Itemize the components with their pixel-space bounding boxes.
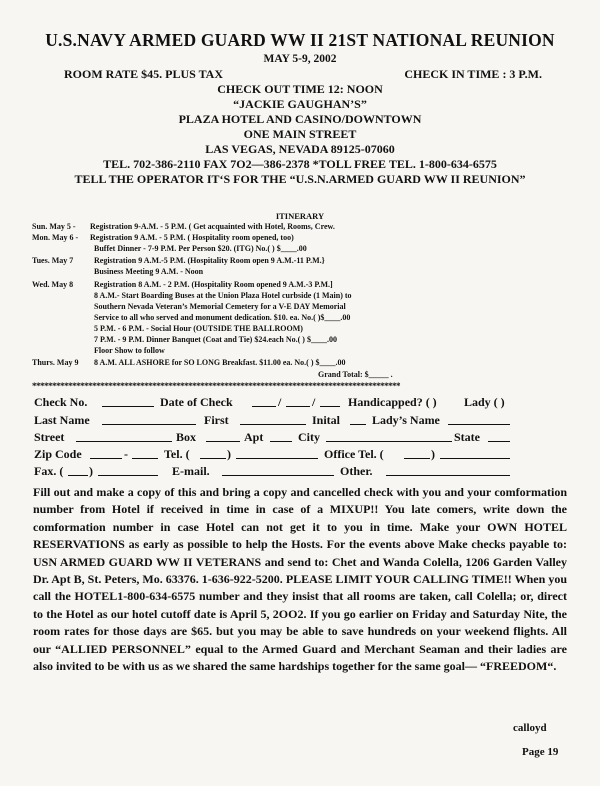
tel-number-field[interactable] [236, 447, 318, 459]
lady-checkbox[interactable]: Lady ( ) [464, 395, 505, 409]
signature: calloyd [513, 722, 547, 734]
email-field[interactable] [222, 464, 334, 476]
itinerary-day-thu: Thurs. May 9 [32, 358, 79, 367]
handicapped-checkbox[interactable]: Handicapped? ( ) [348, 395, 437, 409]
document-page: U.S.NAVY ARMED GUARD WW II 21ST NATIONAL REUNION MAY 5-9, 2002 ROOM RATE $45. PLUS TAX CHECK IN TIME : 3 P.M. CHECK OUT TIME 12: NOON “JACKIE GAUGHAN’S” PLAZA HOTEL AND CASINO/DOWNTOWN ONE MAIN STREET LAS VEGAS, NEVADA 89125-07060 TEL. 702-386-2110 FAX 7O2—386-2378 *TOLL FREE TEL. 1-800-634-6575 TELL THE OPERATOR IT‘S FOR THE “U.S.N.ARMED GUARD WW II REUNION” ITINERARY Sun. May 5 - Registration 9-A.M. - 5 P.M. ( Get acquainted with Hotel, Rooms, Crew. Mon. May 6 - Registration 9 A.M. - 5 P.M. ( Hospitality room opened, too) Buffet Dinner - 7-9 P.M. Per Person $20. (ITG) No.( ) $____.00 Tues. May 7 Registration 9 A.M.-5 P.M. (Hospitality Room open 9 A.M.-11 P.M.} Business Meeting 9 A.M. - Noon Wed. May 8 Registration 8 A.M. - 2 P.M. (Hospitality Room opened 9 A.M.-3 P.M.] 8 A.M.- Start Boarding Buses at the Union Plaza Hotel curbside (1 Main) to Southern Nevada Veteran’s Memorial Cemetery for a V-E DAY Memorial Service to all who served and monument dedication. $10. ea. No.( )$____.00 5 P.M. - 6 P.M. - Social Hour (OUTSIDE THE BALLROOM) 7 P.M. - 9 P.M. Dinner Banquet (Coat and Tie) $24.each No.( ) $____.00 Floor Show to follow Thurs. May 9 8 A.M. ALL ASHORE for SO LONG Breakfast. $11.00 ea. No.( ) $____.00 Grand Total: $_____ . ******************************************************************************************** Check No. Date of Check / / Handicapped? ( ) Lady ( ) Last Name First Inital Lady’s Name Street Box Apt City State Zip Code - Tel. ( ) Office Tel. ( ) Fax. ( ) E-mail. Other. Fill out and make a copy of this and bring a copy and cancelled check with you and your comformation number from Hotel if received in time in case of a MIXUP!! You late comers, write down the comformation number in case Hotel can not get it to you in time. Make your OWN HOTEL RESERVATIONS as early as possible to help the Hosts. For the events above Make checks payable to: USN ARMED GUARD WW II VETERANS and send to: Chet and Wanda Colella, 1206 Garden Valley Dr. Apt B, St. Peters, Mo. 63376. 1-636-922-5200. PLEASE LIMIT YOUR CALLING TIME!! When you call the HOTEL1-800-634-6575 number and they insist that all rooms are taken, call Colella; or, direct to the Hotel as our hotel cutoff date is April 5, 2OO2. If you go earlier on Friday and Saturday Nite, the room rates for those days are $65. but you may be able to save hundreds on your weekend flights. All our “ALLIED PERSONNEL” equal to the Armed Guard and Merchant Seaman and their ladies are also invited to be with us as we shared the same hardships together for the same goal— “FREEDOM“. calloyd Page 19 [0, 0, 600, 786]
fax-label: Fax. ( [34, 464, 64, 478]
itinerary-day-sun: Sun. May 5 - [32, 222, 76, 231]
zip-field[interactable] [90, 447, 122, 459]
itinerary-line: 8 A.M.- Start Boarding Buses at the Union Plaza Hotel curbside (1 Main) to [94, 291, 352, 300]
zip4-field[interactable] [132, 447, 158, 459]
event-dates: MAY 5-9, 2002 [263, 53, 337, 65]
itinerary-line: Floor Show to follow [94, 346, 165, 355]
zip-label: Zip Code [34, 447, 82, 461]
other-label: Other. [340, 464, 373, 478]
itinerary-day-wed: Wed. May 8 [32, 280, 74, 289]
page-title: U.S.NAVY ARMED GUARD WW II 21ST NATIONAL REUNION [45, 30, 555, 50]
ladys-name-label: Lady’s Name [372, 413, 440, 427]
itinerary-line: Registration 9 A.M.-5 P.M. (Hospitality Room open 9 A.M.-11 P.M.} [94, 256, 325, 265]
itinerary-line: Business Meeting 9 A.M. - Noon [94, 267, 204, 276]
ladys-name-field[interactable] [448, 413, 510, 425]
box-field[interactable] [206, 430, 240, 442]
checkout-time: CHECK OUT TIME 12: NOON [217, 82, 383, 96]
other-field[interactable] [386, 464, 510, 476]
tel-label: Tel. ( [164, 447, 190, 461]
itinerary-title: ITINERARY [275, 211, 325, 221]
street-field[interactable] [76, 430, 172, 442]
venue-name: “JACKIE GAUGHAN’S” [233, 97, 367, 111]
itinerary-day-tue: Tues. May 7 [32, 256, 74, 265]
itinerary-line: 5 P.M. - 6 P.M. - Social Hour (OUTSIDE THE BALLROOM) [94, 324, 303, 333]
hotel-name: PLAZA HOTEL AND CASINO/DOWNTOWN [178, 112, 422, 126]
itinerary-line: 7 P.M. - 9 P.M. Dinner Banquet (Coat and Tie) $24.each No.( ) $____.00 [94, 335, 337, 344]
first-name-field[interactable] [240, 413, 306, 425]
initial-label: Inital [312, 413, 341, 427]
office-tel-label: Office Tel. ( [324, 447, 384, 461]
checkin-time: CHECK IN TIME : 3 P.M. [404, 67, 542, 81]
fax-area-field[interactable] [68, 464, 88, 476]
last-name-field[interactable] [102, 413, 196, 425]
itinerary-day-mon: Mon. May 6 - [32, 233, 79, 242]
instructions-paragraph: Fill out and make a copy of this and bring a copy and cancelled check with you and your comformation number from Hotel if received in time in case of a MIXUP!! You late comers, write down the comformation number in case Hotel can not get it to you in time. Make your OWN HOTEL RESERVATIONS as early as possible to help the Hosts. For the events above Make checks payable to: USN ARMED GUARD WW II VETERANS and send to: Chet and Wanda Colella, 1206 Garden Valley Dr. Apt B, St. Peters, Mo. 63376. 1-636-922-5200. PLEASE LIMIT YOUR CALLING TIME!! When you call the HOTEL1-800-634-6575 number and they insist that all rooms are taken, call Colella; or, direct to the Hotel as our hotel cutoff date is April 5, 2OO2. If you go earlier on Friday and Saturday Nite, the room rates for those days are $65. but you may be able to save hundreds on your weekend flights. All our “ALLIED PERSONNEL” equal to the Armed Guard and Merchant Seaman and their ladies are also invited to be with us as we shared the same hardships together for the same goal— “FREEDOM“. [33, 485, 567, 674]
street-label: Street [34, 430, 65, 444]
check-month-field[interactable] [252, 395, 276, 407]
tel-area-field[interactable] [200, 447, 226, 459]
page-number: Page 19 [522, 746, 559, 758]
hotel-phones: TEL. 702-386-2110 FAX 7O2—386-2378 *TOLL FREE TEL. 1-800-634-6575 [103, 157, 497, 171]
check-no-field[interactable] [102, 395, 154, 407]
apt-label: Apt [244, 430, 264, 444]
hotel-city: LAS VEGAS, NEVADA 89125-07060 [205, 142, 395, 156]
box-label: Box [176, 430, 197, 444]
grand-total: Grand Total: $_____ . [318, 370, 393, 379]
first-name-label: First [204, 413, 229, 427]
state-field[interactable] [488, 430, 510, 442]
last-name-label: Last Name [34, 413, 90, 427]
operator-note: TELL THE OPERATOR IT‘S FOR THE “U.S.N.ARMED GUARD WW II REUNION” [74, 172, 526, 186]
city-field[interactable] [326, 430, 452, 442]
hotel-street: ONE MAIN STREET [243, 127, 357, 141]
fax-number-field[interactable] [98, 464, 158, 476]
initial-field[interactable] [350, 413, 366, 425]
state-label: State [454, 430, 480, 444]
room-rate: ROOM RATE $45. PLUS TAX [64, 67, 224, 81]
office-number-field[interactable] [440, 447, 510, 459]
itinerary-line: Buffet Dinner - 7-9 P.M. Per Person $20. (ITG) No.( ) $____.00 [94, 244, 307, 253]
itinerary-line: 8 A.M. ALL ASHORE for SO LONG Breakfast. $11.00 ea. No.( ) $____.00 [94, 358, 346, 367]
city-label: City [298, 430, 320, 444]
itinerary-line: Registration 9-A.M. - 5 P.M. ( Get acquainted with Hotel, Rooms, Crew. [90, 222, 335, 231]
date-of-check-label: Date of Check [160, 395, 233, 409]
separator-stars: ******************************************************************************************** [32, 381, 400, 391]
office-area-field[interactable] [404, 447, 430, 459]
check-year-field[interactable] [320, 395, 340, 407]
apt-field[interactable] [270, 430, 292, 442]
itinerary-line: Service to all who served and monument dedication. $10. ea. No.( )$____.00 [94, 313, 351, 322]
itinerary-line: Southern Nevada Veteran’s Memorial Cemetery for a V-E DAY Memorial [94, 302, 346, 311]
check-no-label: Check No. [34, 395, 88, 409]
itinerary-line: Registration 9 A.M. - 5 P.M. ( Hospitality room opened, too) [90, 233, 294, 242]
check-day-field[interactable] [286, 395, 310, 407]
email-label: E-mail. [172, 464, 210, 478]
itinerary-line: Registration 8 A.M. - 2 P.M. (Hospitality Room opened 9 A.M.-3 P.M.] [94, 280, 333, 289]
